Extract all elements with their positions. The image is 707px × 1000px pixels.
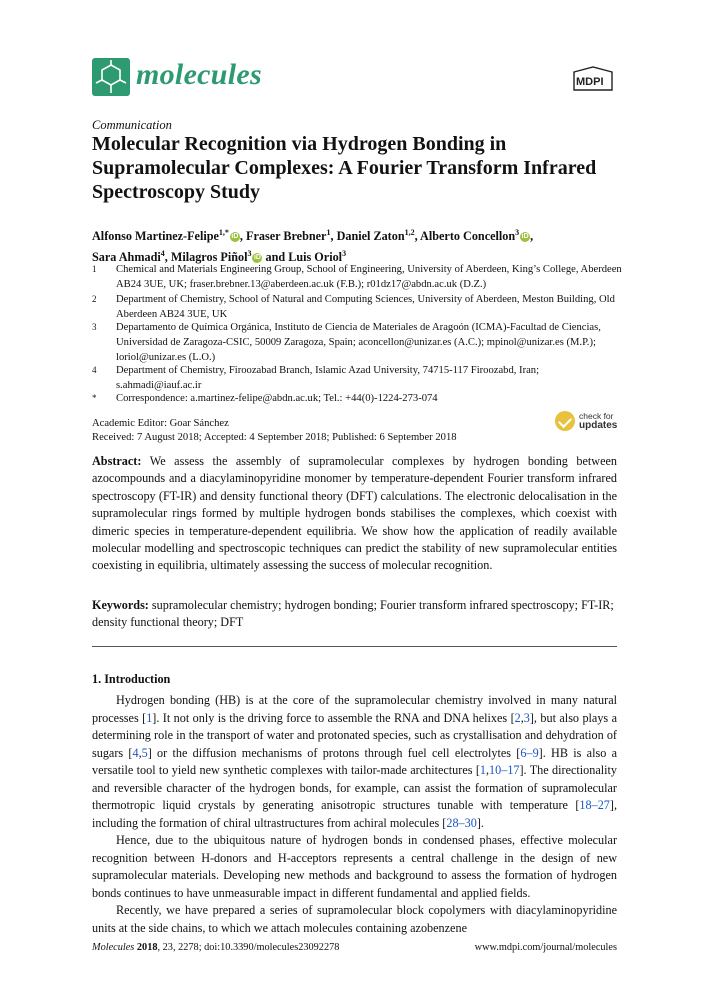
correspondence-marker: * (92, 393, 97, 403)
keywords-label: Keywords: (92, 598, 149, 612)
affiliation-text: Departamento de Química Orgánica, Instituto de Ciencia de Materiales de Aragoón (ICMA)-Facultad de Ciencias, Universidad de Zaragoza-CSIC, 50009 Zaragoza, Spain; aconcellon@unizar.es (A.C.); mpinol@unizar.es (M.P.); loriol@unizar.es (L.O.) (116, 322, 601, 363)
keywords (92, 597, 617, 632)
abstract (92, 453, 617, 575)
author-affiliation-sup: 4 (160, 249, 165, 259)
author-affiliation-sup: 3 (247, 249, 252, 259)
affiliation-text: Department of Chemistry, School of Natural and Computing Sciences, University of Aberdeen, Meston Building, Old Aberdeen AB24 3UE, UK (116, 294, 615, 320)
author-name[interactable]: Daniel Zaton (336, 229, 405, 244)
author-affiliation-sup: 1 (326, 228, 331, 237)
affiliation-text: Department of Chemistry, Firoozabad Branch, Islamic Azad University, 74715-117 Firoozabd, Iran; s.ahmadi@iauf.ac.ir (116, 365, 540, 391)
author-affiliation-sup: 1,2 (404, 228, 415, 237)
paragraph: Hydrogen bonding (HB) is at the core of the supramolecular chemistry involved in many natural processes [1]. It not only is the driving force to assemble the RNA and DNA helixes [2,3], but also plays a determining role in the transport of water and protonated species, such as crystallisation and dehydration of sugars [4,5] or the diffusion mechanisms of protons through fuel cell electrolytes [6–9]. HB is also a versatile tool to yield new synthetic complexes with tailor-made architectures [1,10–17]. The directionality and reversible character of the hydrogen bonds, for example, can assist the formation of supramolecular thermotropic liquid crystals by generating anisotropic structures tunable with temperature [18–27], including the formation of chiral ultrastructures from achiral molecules [28–30]. (92, 693, 618, 830)
affiliation (92, 363, 622, 393)
author-name[interactable]: Milagros Piñol (170, 250, 248, 265)
citation-link[interactable]: 2 (514, 710, 521, 725)
affiliation-number: 1 (92, 264, 97, 274)
citation-link[interactable]: 3 (523, 710, 530, 725)
affiliation (92, 320, 622, 365)
affiliation (92, 262, 622, 292)
publisher-name: MDPI (576, 76, 604, 88)
author-name[interactable]: Fraser Brebner (246, 229, 327, 244)
citation-link[interactable]: 28–30 (446, 815, 477, 830)
author-name[interactable]: Alfonso Martinez-Felipe (92, 229, 219, 244)
citation-link[interactable]: 4 (132, 745, 139, 760)
author-name[interactable]: Alberto Concellon (420, 229, 516, 244)
author-affiliation-sup: 3 (515, 228, 520, 237)
author-name[interactable]: Sara Ahmadi (92, 250, 161, 265)
footer-year: 2018 (136, 942, 158, 953)
orcid-icon[interactable]: iD (231, 233, 239, 241)
footer-url[interactable]: www.mdpi.com/journal/molecules (474, 942, 617, 953)
footer-journal: Molecules (92, 942, 135, 953)
author-affiliation-sup: 3 (342, 249, 347, 259)
affiliation-text: Chemical and Materials Engineering Group, School of Engineering, University of Aberdeen, King’s College, Aberdeen AB24 3UE, UK; fraser.brebner.13@aberdeen.ac.uk (F.B.); r01dz17@abdn.ac.uk (D.Z.) (116, 264, 622, 290)
affiliation (92, 292, 622, 322)
citation-link[interactable]: 5 (141, 745, 148, 760)
article-title: Molecular Recognition via Hydrogen Bonding in Supramolecular Complexes: A Fourier Transform Infrared Spectroscopy Study (92, 133, 597, 203)
academic-editor: Academic Editor: Goar Sánchez (92, 418, 229, 429)
correspondence (92, 391, 622, 406)
paragraph: Hence, due to the ubiquitous nature of hydrogen bonds in condensed phases, effective molecular recognition between H-donors and H-acceptors represents a central challenge in the design of new supramolecular materials. Developing new methods and background to assess the formation of hydrogen bonds continues to have unmeasurable impact in different fundamental and applied fields. (92, 833, 617, 900)
affiliation-number: 4 (92, 365, 97, 375)
article-type: Communication (92, 118, 172, 132)
abstract-label: Abstract: (92, 454, 142, 468)
affiliation-number: 2 (92, 294, 97, 304)
journal-name[interactable]: molecules (136, 58, 263, 91)
author-list: Alfonso Martinez-Felipe$^{1,*}$ iD , Fraser Brebner$^1$, Daniel Zaton$^{1,2}$, Alberto Concellon$^3$ iD , Sara Ahmadi$^4$, Milagros Piñol$^3$ iD and Luis Oriol$^3$ (92, 228, 534, 265)
publisher-logo[interactable] (570, 66, 616, 94)
orcid-icon[interactable]: iD (253, 254, 261, 262)
affiliation-number: 3 (92, 322, 97, 332)
author-affiliation-sup: 1,* (218, 228, 229, 237)
abstract-text: We assess the assembly of supramolecular complexes by hydrogen bonding between azocompounds and a diacylaminopyridine monomer by temperature-dependent Fourier transform infrared spectroscopy (FT-IR) and density functional theory (DFT) calculations. The electronic delocalisation in the supramolecular rings formed by multiple hydrogen bonds stabilises the complexes, which coexist with dimeric species in temperature-dependent equilibria. We show how the application of readily available molecular modelling and spectroscopic techniques can predict the stability of new supramolecular entities coexisting in equilibria, ultimately assessing the success of molecular recognition. (92, 454, 617, 573)
check-line2: updates (579, 420, 618, 431)
citation-link[interactable]: 6–9 (520, 745, 539, 760)
check-for-updates-button[interactable] (555, 411, 625, 433)
section-heading: 1. Introduction (92, 672, 171, 686)
journal-logo-icon (92, 58, 130, 96)
footer-citation-text: , 23, 2278; doi:10.3390/molecules23092278 (157, 942, 340, 953)
section-divider (92, 646, 617, 647)
check-line1: check for (579, 411, 614, 421)
citation-link[interactable]: 1 (146, 710, 153, 725)
author-name[interactable]: Luis Oriol (288, 250, 343, 265)
introduction-body (92, 692, 617, 937)
footer-citation (92, 942, 339, 953)
paragraph: Recently, we have prepared a series of supramolecular block copolymers with diacylaminopyridine units at the side chains, to which we attach molecules containing azobenzene (92, 903, 617, 935)
check-icon (555, 411, 575, 431)
keywords-text: supramolecular chemistry; hydrogen bonding; Fourier transform infrared spectroscopy; FT-IR; density functional theory; DFT (92, 598, 614, 630)
orcid-icon[interactable]: iD (521, 233, 529, 241)
citation-link[interactable]: 10–17 (489, 763, 520, 777)
publication-dates: Received: 7 August 2018; Accepted: 4 September 2018; Published: 6 September 2018 (92, 432, 457, 443)
citation-link[interactable]: 1 (479, 763, 486, 777)
citation-link[interactable]: 18–27 (579, 798, 610, 812)
correspondence-text: Correspondence: a.martinez-felipe@abdn.ac.uk; Tel.: +44(0)-1224-273-074 (116, 393, 438, 404)
